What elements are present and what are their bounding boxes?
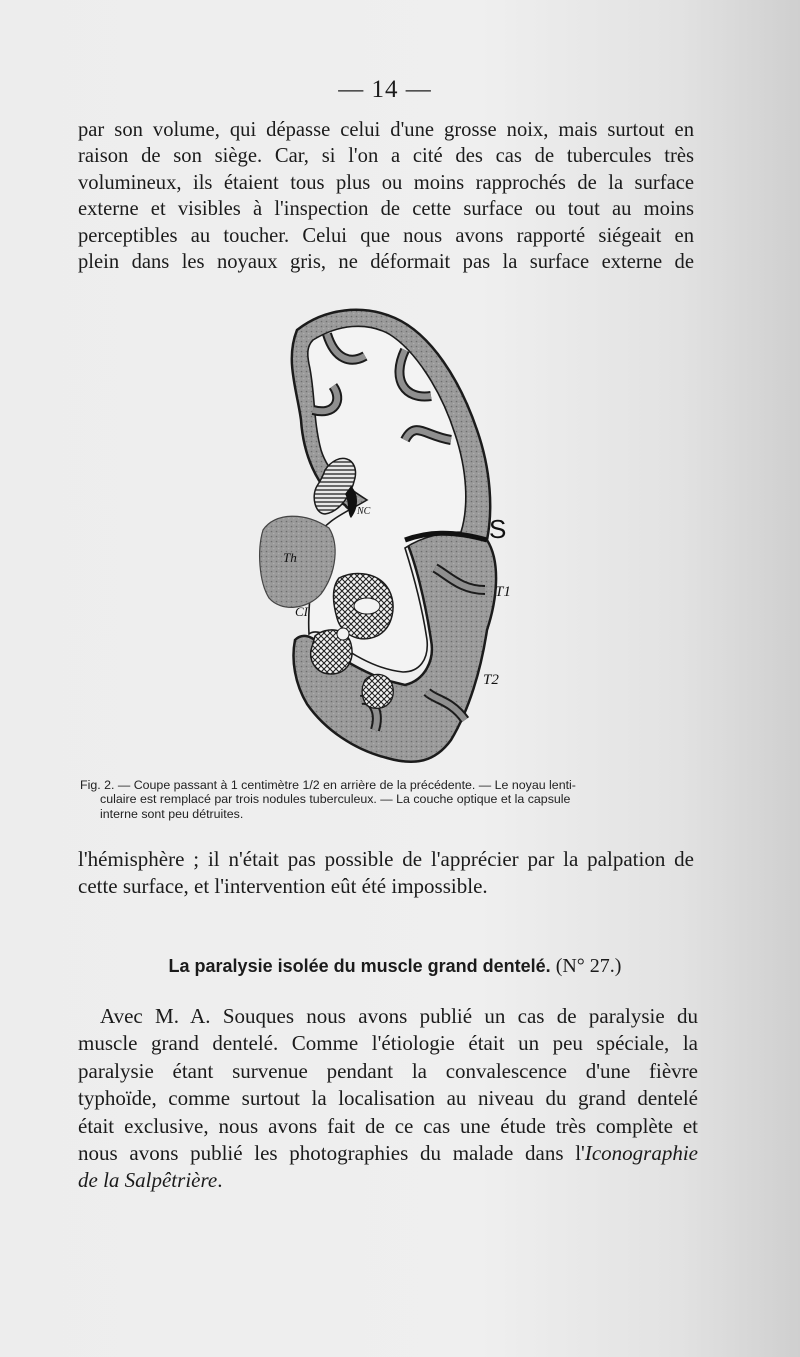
label-ci: CI: [295, 604, 308, 619]
paragraph-intro: [78, 117, 694, 275]
brain-section-figure: [255, 300, 515, 770]
line-text: .: [217, 1168, 223, 1193]
nodule-caseous-center: [354, 598, 380, 614]
text-line: plein dans les noyaux gris, ne déformait pas la surface externe de: [78, 251, 694, 274]
journal-title-cont: de la Salpêtrière: [78, 1168, 218, 1193]
paragraph-paralysis: [78, 1003, 698, 1195]
label-t2: T2: [483, 672, 499, 688]
nodule-caseous-center: [337, 628, 349, 640]
journal-title: Iconographie: [584, 1141, 698, 1166]
section-heading: [0, 955, 790, 978]
text-line: par son volume, qui dépasse celui d'une grosse noix, mais surtout en: [78, 119, 694, 141]
caption-line: Fig. 2. — Coupe passant à 1 centimètre 1/2 en arrière de la précédente. — Le noyau lenti-: [80, 778, 576, 792]
caption-line: interne sont peu détruites.: [100, 806, 244, 821]
label-s: S: [489, 514, 507, 544]
text-line: Avec M. A. Souques nous avons publié un cas de paralysie du: [100, 1004, 698, 1028]
text-line: volumineux, ils étaient tous plus ou moins rapprochés de la surface: [78, 171, 694, 194]
line-text: nous avons publié les photographies du malade dans l': [78, 1141, 585, 1166]
caption-line: culaire est remplacé par trois nodules tuberculeux. — La couche optique et la capsule: [100, 792, 571, 807]
section-title: La paralysie isolée du muscle grand dentelé.: [168, 956, 551, 976]
brain-section-drawing: [255, 300, 515, 770]
paragraph-continuation: [78, 846, 694, 900]
text-line: typhoïde, comme surtout la localisation au niveau du grand dentelé: [78, 1086, 698, 1111]
text-line: cette surface, et l'intervention eût été impossible.: [78, 874, 488, 898]
text-line: l'hémisphère ; il n'était pas possible de l'apprécier par la palpation de: [78, 847, 694, 871]
text-line: externe et visibles à l'inspection de cette surface ou tout au moins: [78, 198, 694, 221]
page-number: — 14 —: [338, 76, 432, 103]
text-line: muscle grand dentelé. Comme l'étiologie était un peu spéciale, la: [78, 1031, 698, 1056]
tubercle-nodule-3: [362, 674, 393, 708]
text-line: paralysie étant survenue pendant la convalescence d'une fièvre: [78, 1058, 698, 1083]
text-line: perceptibles au toucher. Celui que nous avons rapporté siégeait en: [78, 224, 694, 247]
text-line: était exclusive, nous avons fait de ce cas une étude très complète et: [78, 1113, 698, 1138]
figure-caption: [80, 778, 700, 821]
text-line: [78, 1167, 698, 1194]
text-line: raison de son siège. Car, si l'on a cité des cas de tubercules très: [78, 145, 694, 168]
label-t1: T1: [495, 584, 511, 600]
text-line: [78, 1140, 698, 1167]
label-nc: NC: [357, 506, 371, 517]
section-number: (N° 27.): [555, 955, 622, 977]
label-th: Th: [283, 550, 297, 565]
